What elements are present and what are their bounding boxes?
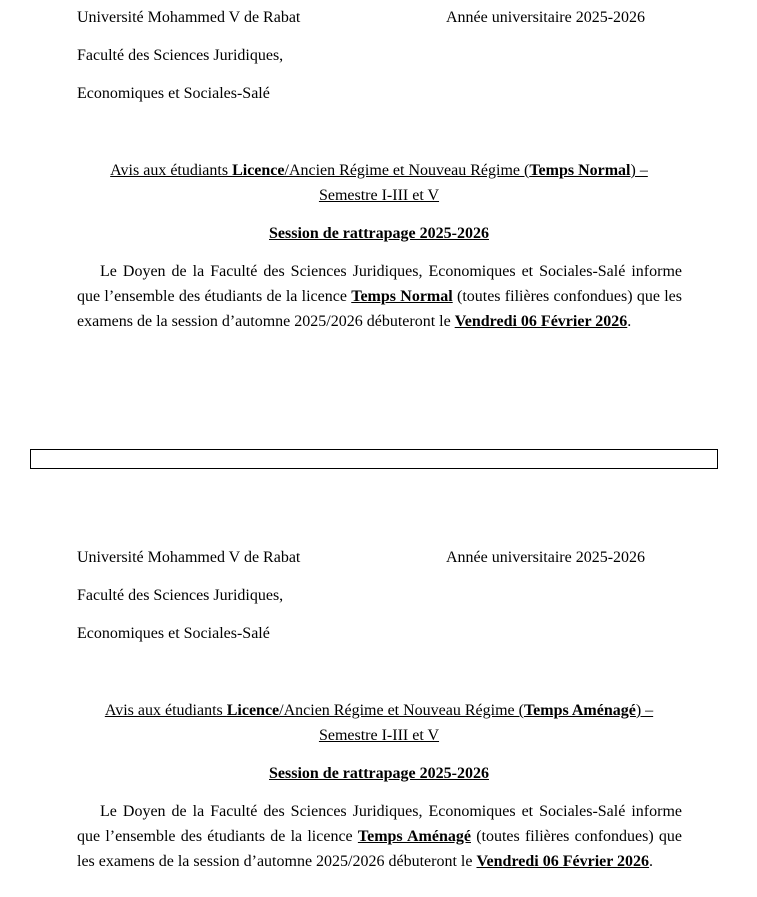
university-name: Université Mohammed V de Rabat	[77, 549, 301, 566]
academic-year: Année universitaire 2025-2026	[446, 9, 646, 26]
body-mode: Temps Normal	[351, 288, 453, 305]
faculty-line-1: Faculté des Sciences Juridiques,	[77, 587, 284, 604]
notice-title	[100, 158, 658, 208]
body-mode: Temps Aménagé	[357, 828, 471, 845]
title-mode: Temps Aménagé	[523, 702, 636, 719]
faculty-line-2: Economiques et Sociales-Salé	[77, 85, 270, 102]
title-suffix: ) – Semestre I-III et V	[318, 162, 648, 204]
title-suffix: ) – Semestre I-III et V	[318, 702, 654, 744]
faculty-line-2: Economiques et Sociales-Salé	[77, 625, 270, 642]
separator-box	[30, 449, 718, 469]
title-prefix: Avis aux étudiants	[110, 162, 233, 179]
title-middle: /Ancien Régime et Nouveau Régime (	[279, 702, 524, 719]
session-heading: Session de rattrapage 2025-2026	[269, 765, 489, 782]
session-heading: Session de rattrapage 2025-2026	[269, 225, 489, 242]
title-licence: Licence	[232, 162, 285, 179]
notice-body	[77, 799, 682, 874]
body-date: Vendredi 06 Février 2026	[454, 313, 628, 330]
notice-body	[77, 259, 682, 334]
body-end: .	[627, 313, 632, 330]
title-mode: Temps Normal	[529, 162, 631, 179]
title-middle: /Ancien Régime et Nouveau Régime (	[284, 162, 530, 179]
body-intro: Le Doyen de la Faculté des Sciences Juridiques, Economiques et Sociales-Salé informe que l’ensemble des étudiants de la licence	[77, 803, 682, 845]
body-middle: (toutes filières confondues) que les examens de la session d’automne 2025/2026 débuteront le	[77, 288, 683, 330]
university-name: Université Mohammed V de Rabat	[77, 9, 301, 26]
faculty-line-1: Faculté des Sciences Juridiques,	[77, 47, 284, 64]
academic-year: Année universitaire 2025-2026	[446, 549, 646, 566]
title-licence: Licence	[226, 702, 280, 719]
body-date: Vendredi 06 Février 2026	[476, 853, 650, 870]
body-middle: (toutes filières confondues) que les examens de la session d’automne 2025/2026 débuteront le	[77, 828, 683, 870]
notice-title	[100, 698, 658, 748]
body-intro: Le Doyen de la Faculté des Sciences Juridiques, Economiques et Sociales-Salé informe que l’ensemble des étudiants de la licence	[77, 263, 682, 305]
body-end: .	[649, 853, 654, 870]
title-prefix: Avis aux étudiants	[104, 702, 227, 719]
